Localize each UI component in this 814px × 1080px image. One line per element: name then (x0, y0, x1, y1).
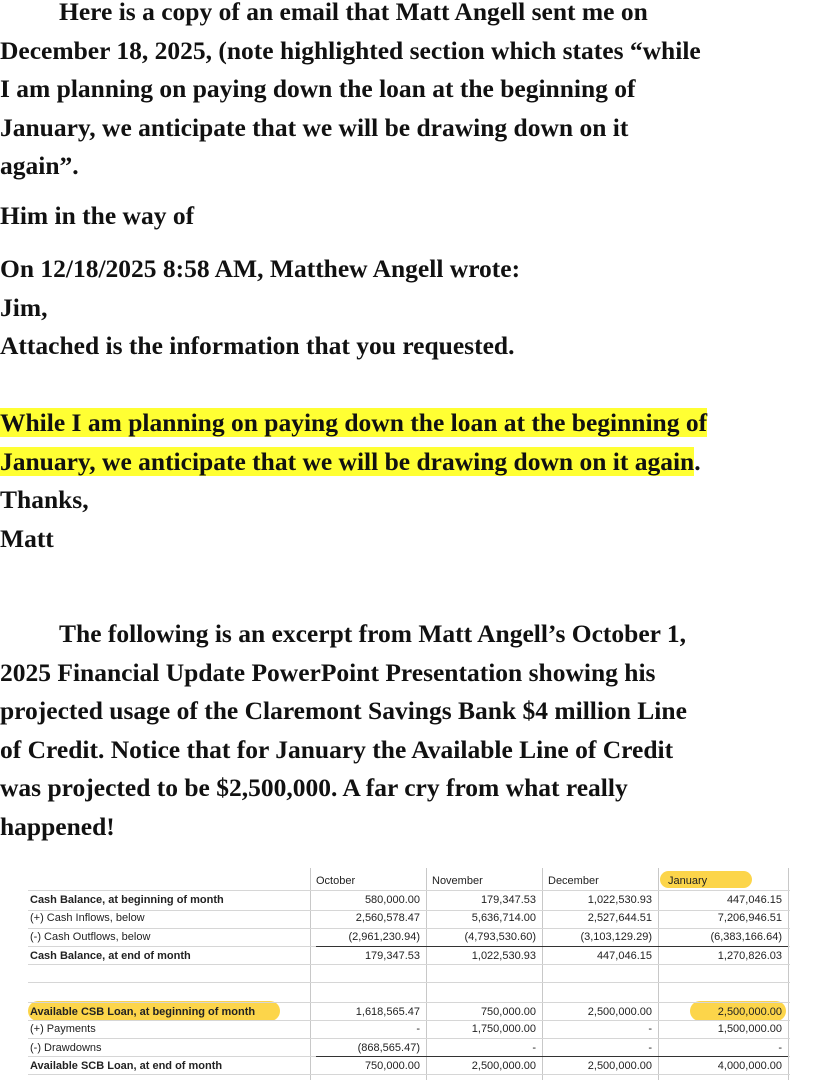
row-label: (-) Cash Outflows, below (30, 931, 151, 943)
table-cell: 1,500,000.00 (717, 1023, 782, 1035)
highlighted-quote (0, 404, 812, 481)
spreadsheet-excerpt (28, 868, 790, 1080)
quoted-email (0, 250, 812, 366)
table-cell: (2,961,230.94) (348, 931, 420, 943)
excerpt-line: of Credit. Notice that for January the Available Line of Credit (0, 734, 674, 764)
table-cell: 5,636,714.00 (471, 912, 536, 924)
table-cell: 2,500,000.00 (471, 1060, 536, 1072)
table-cell: 2,500,000.00 (587, 1006, 652, 1018)
intro-line: Here is a copy of an email that Matt Angell sent me on (59, 0, 648, 26)
email-thanks: Thanks, (0, 485, 89, 514)
intro-line: January, we anticipate that we will be drawing down on it (0, 112, 629, 142)
table-cell: 179,347.53 (480, 894, 536, 906)
highlight-tail: . (694, 446, 701, 476)
table-cell: 1,270,826.03 (717, 950, 782, 962)
row-label: (+) Payments (30, 1023, 96, 1035)
email-greeting: Jim, (0, 292, 48, 322)
table-cell: (868,565.47) (357, 1042, 420, 1054)
excerpt-line: 2025 Financial Update PowerPoint Presentation showing his (0, 657, 656, 687)
table-cell: 2,500,000.00 (587, 1060, 652, 1072)
table-cell: - (532, 1042, 536, 1054)
table-cell: 1,022,530.93 (587, 894, 652, 906)
table-cell: - (416, 1023, 420, 1035)
in-the-way-line: Him in the way of (0, 201, 195, 230)
intro-line: December 18, 2025, (note highlighted section which states “while (0, 35, 701, 65)
column-header: January (668, 875, 708, 887)
excerpt-line: was projected to be $2,500,000. A far cry from what really (0, 773, 628, 802)
excerpt-line: projected usage of the Claremont Savings Bank $4 million Line (0, 696, 687, 725)
table-cell: - (648, 1042, 652, 1054)
intro-line: I am planning on paying down the loan at the beginning of (0, 74, 636, 103)
intro-paragraph (0, 0, 812, 186)
row-label: Cash Balance, at beginning of month (30, 894, 224, 906)
column-header: November (432, 875, 483, 887)
table-cell: 1,618,565.47 (355, 1006, 420, 1018)
email-signoff (0, 481, 812, 558)
email-header: On 12/18/2025 8:58 AM, Matthew Angell wrote: (0, 254, 521, 283)
table-cell: 750,000.00 (480, 1006, 536, 1018)
table-cell: - (778, 1042, 782, 1054)
row-label: Available CSB Loan, at beginning of month (30, 1006, 256, 1018)
email-signature: Matt (0, 523, 54, 553)
highlighted-text: January, we anticipate that we will be drawing down on it again (0, 446, 695, 476)
table-cell: - (648, 1023, 652, 1035)
table-cell: 447,046.15 (596, 950, 652, 962)
excerpt-paragraph (0, 615, 812, 846)
highlighted-text: While I am planning on paying down the loan at the beginning of (0, 408, 708, 437)
table-cell: 2,527,644.51 (587, 912, 652, 924)
table-cell: (3,103,129.29) (580, 931, 652, 943)
excerpt-line: happened! (0, 811, 115, 841)
table-cell: (4,793,530.60) (464, 931, 536, 943)
excerpt-line: The following is an excerpt from Matt Angell’s October 1, (59, 619, 687, 648)
table-cell: 2,560,578.47 (355, 912, 420, 924)
table-cell: 4,000,000.00 (717, 1060, 782, 1072)
table-cell: 447,046.15 (726, 894, 782, 906)
row-label: (+) Cash Inflows, below (30, 912, 145, 924)
table-cell: 580,000.00 (364, 894, 420, 906)
table-cell: (6,383,166.64) (710, 931, 782, 943)
table-cell: 1,750,000.00 (471, 1023, 536, 1035)
table-cell: 1,022,530.93 (471, 950, 536, 962)
row-label: Available SCB Loan, at end of month (30, 1060, 223, 1072)
row-label: Cash Balance, at end of month (30, 950, 191, 962)
email-body: Attached is the information that you requested. (0, 331, 515, 360)
column-header: October (316, 875, 356, 887)
row-label: (-) Drawdowns (30, 1042, 102, 1054)
table-cell: 750,000.00 (364, 1060, 420, 1072)
table-cell: 179,347.53 (364, 950, 420, 962)
table-cell: 7,206,946.51 (717, 912, 782, 924)
intro-line: again”. (0, 151, 79, 180)
column-header: December (548, 875, 599, 887)
table-cell: 2,500,000.00 (717, 1006, 782, 1018)
